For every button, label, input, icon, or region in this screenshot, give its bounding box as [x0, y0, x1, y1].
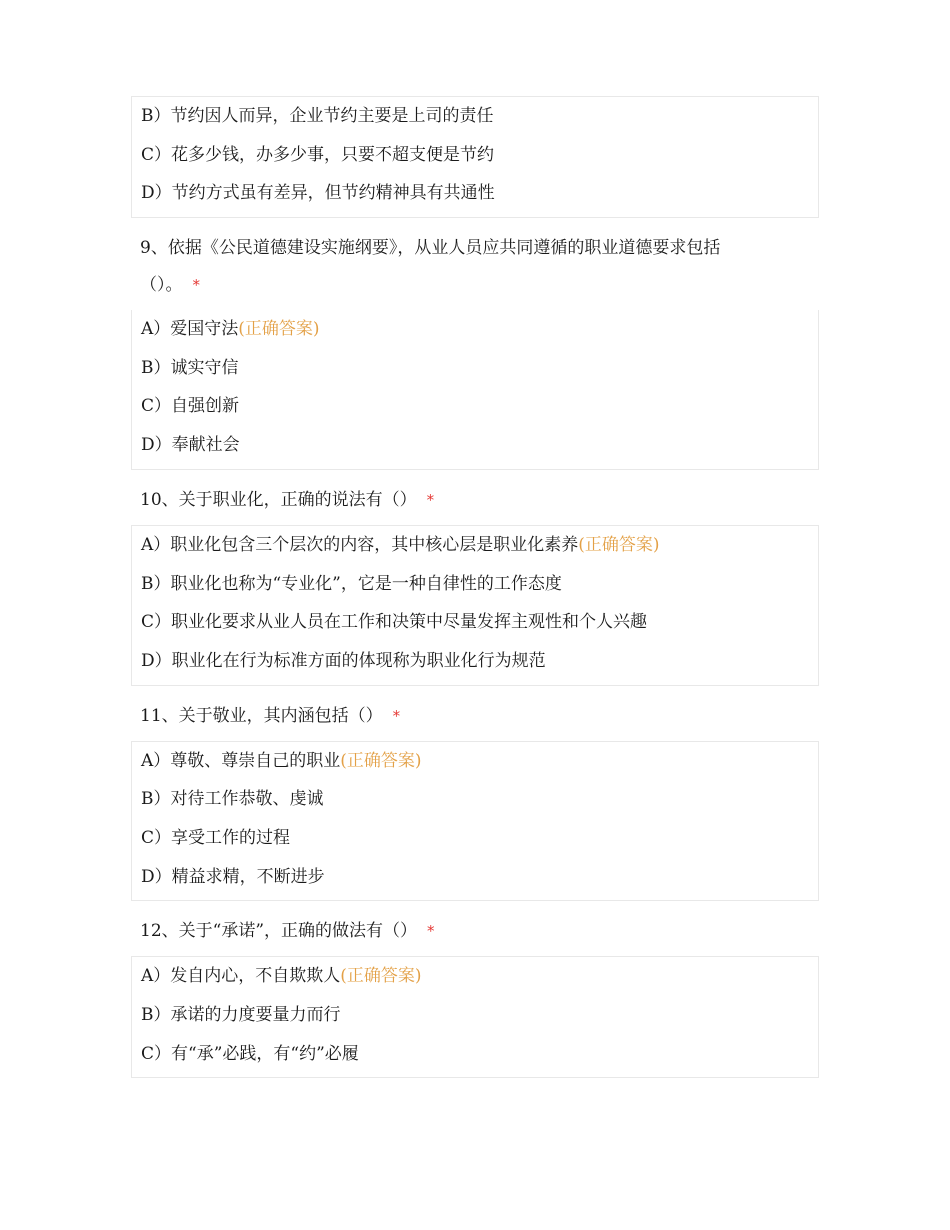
correct-answer-tag: (正确答案) — [340, 750, 422, 771]
required-star: * — [192, 276, 200, 295]
question-text: 10、关于职业化，正确的说法有（） — [140, 489, 417, 510]
option-a[interactable] — [132, 744, 818, 783]
question-text-line2: （）。 — [140, 275, 183, 296]
required-star: * — [426, 490, 435, 509]
options-box-prev — [131, 96, 819, 218]
option-text: B）对待工作恭敬、虔诚 — [141, 789, 324, 810]
option-b[interactable] — [132, 99, 818, 138]
option-a[interactable] — [132, 959, 818, 998]
question-text: 11、关于敬业，其内涵包括（） — [140, 705, 383, 726]
question-11-title — [131, 686, 819, 741]
question-text: 9、依据《公民道德建设实施纲要》，从业人员应共同遵循的职业道德要求包括 — [140, 238, 721, 259]
options-box-q10 — [131, 525, 819, 686]
option-c[interactable] — [132, 605, 818, 644]
option-text: C）花多少钱，办多少事，只要不超支便是节约 — [141, 144, 495, 165]
option-text: A）发自内心，不自欺欺人 — [141, 966, 341, 987]
options-box-q12 — [131, 956, 819, 1078]
correct-answer-tag: (正确答案) — [578, 534, 660, 555]
option-text: D）节约方式虽有差异，但节约精神具有共通性 — [141, 183, 495, 204]
option-text: A）尊敬、尊崇自己的职业 — [141, 750, 341, 771]
options-box-q9 — [131, 310, 819, 470]
option-d[interactable] — [132, 176, 818, 215]
quiz-page — [131, 96, 819, 1078]
option-text: A）爱国守法 — [141, 319, 239, 340]
required-star: * — [427, 922, 435, 941]
option-b[interactable] — [132, 782, 818, 821]
option-b[interactable] — [132, 567, 818, 606]
correct-answer-tag: (正确答案) — [340, 966, 422, 987]
option-text: B）承诺的力度要量力而行 — [141, 1005, 341, 1025]
option-text: C）职业化要求从业人员在工作和决策中尽量发挥主观性和个人兴趣 — [141, 612, 648, 633]
options-box-q11 — [131, 741, 819, 902]
option-d[interactable] — [132, 860, 818, 899]
question-12-title — [131, 901, 819, 956]
option-b[interactable] — [132, 998, 818, 1037]
option-b[interactable] — [132, 351, 818, 390]
option-d[interactable] — [132, 644, 818, 683]
option-text: C）享受工作的过程 — [141, 827, 291, 848]
correct-answer-tag: (正确答案) — [238, 319, 320, 340]
option-c[interactable] — [132, 821, 818, 860]
question-text-continued — [140, 267, 819, 304]
option-text: D）精益求精，不断进步 — [141, 866, 325, 887]
option-a[interactable] — [132, 312, 818, 351]
option-text: D）职业化在行为标准方面的体现称为职业化行为规范 — [141, 650, 546, 671]
option-text: D）奉献社会 — [141, 435, 240, 456]
option-c[interactable] — [132, 389, 818, 428]
option-text: C）自强创新 — [141, 396, 240, 417]
option-text: C）有“承”必践，有“约”必履 — [141, 1043, 359, 1064]
option-text: A）职业化包含三个层次的内容，其中核心层是职业化素养 — [141, 534, 579, 555]
option-a[interactable] — [132, 528, 818, 567]
question-text: 12、关于“承诺”，正确的做法有（） — [140, 921, 418, 942]
question-9-title — [131, 218, 819, 310]
option-text: B）节约因人而异，企业节约主要是上司的责任 — [141, 106, 494, 126]
option-text: B）职业化也称为“专业化”，它是一种自律性的工作态度 — [141, 573, 562, 594]
option-c[interactable] — [132, 1037, 818, 1076]
required-star: * — [392, 706, 401, 725]
option-d[interactable] — [132, 428, 818, 467]
option-text: B）诚实守信 — [141, 357, 239, 378]
question-10-title — [131, 470, 819, 525]
option-c[interactable] — [132, 138, 818, 177]
